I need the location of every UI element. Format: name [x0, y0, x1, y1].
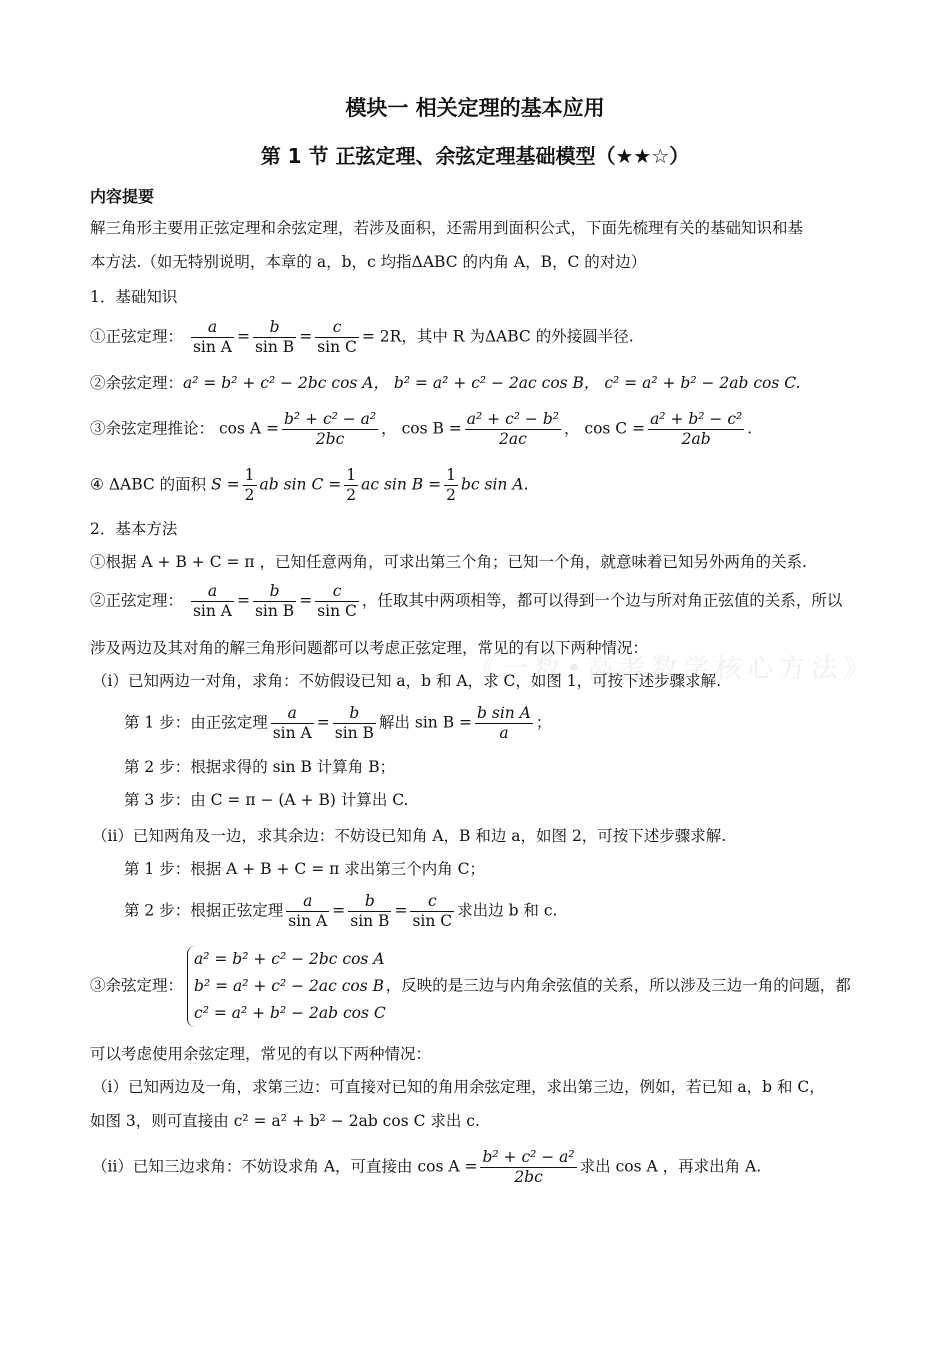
sine-law-suffix: = 2R，其中 R 为ΔABC 的外接圆半径. — [361, 327, 634, 346]
fraction-a-over-sinA: $\frac{a}{\text{sin A}}$ — [192, 318, 232, 356]
method-2-label: ②正弦定理： — [90, 591, 184, 610]
case-2-step-2: 第 2 步：根据正弦定理 $\frac{a}{\text{sin A}}$ = $\frac{b}{\text{sin B}}$ = $\frac{c}{\text{sin C}}$ 求出边 b 和 c. — [124, 892, 558, 930]
area-S: S = — [211, 475, 240, 494]
case-3-line-2: 如图 3，则可直接由 c² = a² + b² − 2ab cos C 求出 c. — [90, 1112, 480, 1130]
cosine-corollary-label: ③余弦定理推论： — [90, 419, 215, 438]
sine-law-label: ①正弦定理： — [90, 327, 184, 346]
content-summary-heading: 内容提要 — [90, 187, 155, 206]
case-2-step-2-suffix: 求出边 b 和 c. — [457, 901, 558, 920]
case-1-step-2: 第 2 步：根据求得的 sin B 计算角 B； — [124, 758, 396, 776]
basic-knowledge-heading: 1．基础知识 — [90, 288, 178, 306]
fraction-b-over-sinB-2: $\frac{b}{\text{sin B}}$ — [254, 582, 295, 620]
case-4-label: （ii）已知三边求角：不妨设求角 A，可直接由 cos A = — [92, 1157, 478, 1176]
fraction-cosA-2: $\frac{\text{b² + c² − a²}}{2bc}$ — [482, 1148, 575, 1186]
area-formula-line — [90, 466, 528, 505]
fraction-cosA: $\frac{\text{b² + c² − a²}}{2bc}$ — [283, 410, 377, 448]
cosine-law-line — [90, 372, 800, 394]
area-term-1: ab sin C = — [259, 475, 342, 494]
fraction-half-1: $\frac{1}{2}$ — [244, 466, 255, 504]
fraction-c-over-sinC: $\frac{c}{\text{sin C}}$ — [317, 318, 357, 356]
fraction-bsinA-over-a: $\frac{\text{b sin A}}{a}$ — [477, 704, 531, 742]
case-4-line — [92, 1148, 761, 1187]
method-3-label: ③余弦定理： — [90, 976, 184, 995]
fraction-cosC: $\frac{\text{a² + b² − c²}}{2ab}$ — [650, 410, 743, 448]
area-term-2: ac sin B = — [361, 475, 442, 494]
cosA-lhs: cos A = — [218, 419, 279, 438]
method-2-suffix: ，任取其中两项相等，都可以得到一个边与所对角正弦值的关系，所以 — [361, 591, 843, 610]
method-2-line: ②正弦定理： $\frac{a}{\text{sin A}}$ = $\frac{b}{\text{sin B}}$ = $\frac{c}{\text{sin C}}$ ，任取其中两项相等，都可以得到一个边与所对角正弦值的关系，所以 — [90, 582, 843, 620]
case-2-step-1: 第 1 步：根据 A + B + C = π 求出第三个内角 C； — [124, 860, 486, 878]
method-3-suffix: ，反映的是三边与内角余弦值的关系，所以涉及三边一角的问题，都 — [385, 976, 851, 995]
fraction-c-over-sinC-4: $\frac{c}{\text{sin C}}$ — [412, 892, 453, 930]
section-subtitle: 第 1 节 正弦定理、余弦定理基础模型（★★☆） — [260, 144, 690, 168]
case-2-title: （ii）已知两角及一边，求其余边：不妨设已知角 A，B 和边 a，如图 2，可按下述步骤求解. — [92, 827, 727, 845]
watermark: 《一数•高考数学核心方法》 — [470, 654, 876, 684]
case-1-step-1: 第 1 步：由正弦定理 $\frac{a}{\text{sin A}}$ = $\frac{b}{\text{sin B}}$ 解出 sin B = $\frac{\text{b sin A}}{a}$ ； — [124, 704, 552, 742]
cosB-lhs: cos B = — [401, 419, 462, 438]
case-4-suffix: 求出 cos A ，再求出角 A. — [579, 1157, 762, 1176]
intro-line-2: 本方法.（如无特别说明，本章的 a，b，c 均指ΔABC 的内角 A，B，C 的对边） — [90, 253, 647, 271]
fraction-half-2: $\frac{1}{2}$ — [346, 466, 357, 504]
basic-methods-heading: 2．基本方法 — [90, 520, 178, 538]
case-1-step-1-label: 第 1 步：由正弦定理 — [124, 713, 268, 732]
sine-law-line: ①正弦定理： $\frac{a}{\text{sin A}}$ = $\frac{b}{\text{sin B}}$ = $\frac{c}{\text{sin C}}$ = 2R，其中 R 为ΔABC 的外接圆半径. — [90, 318, 634, 356]
fraction-b-over-sinB: $\frac{b}{\text{sin B}}$ — [254, 318, 295, 356]
case-1-title: （i）已知两边一对角，求角：不妨假设已知 a，b 和 A，求 C，如图 1，可按下述步骤求解. — [92, 672, 722, 690]
fraction-a-over-sinA-4: $\frac{a}{\text{sin A}}$ — [288, 892, 328, 930]
method-3-line-2: 可以考虑使用余弦定理，常见的有以下两种情况： — [90, 1045, 432, 1063]
cosine-law-formulas: a² = b² + c² − 2bc cos A， b² = a² + c² − 2ac cos B， c² = a² + b² − 2ab cos C. — [183, 374, 801, 392]
fraction-b-over-sinB-4: $\frac{b}{\text{sin B}}$ — [350, 892, 390, 930]
fraction-half-3: $\frac{1}{2}$ — [446, 466, 456, 504]
area-term-3: bc sin A. — [460, 475, 529, 494]
method-1-line: ①根据 A + B + C = π ，已知任意两角，可求出第三个角；已知一个角，就意味着已知另外两角的关系. — [90, 553, 807, 571]
case-3-title: （i）已知两边及一角，求第三边：可直接对已知的角用余弦定理，求出第三边，例如，若已知 a，b 和 C， — [92, 1078, 825, 1096]
page-title: 模块一 相关定理的基本应用 — [345, 96, 605, 120]
case-2-step-2-label: 第 2 步：根据正弦定理 — [124, 901, 284, 920]
fraction-cosB: $\frac{\text{a² + c² − b²}}{2ac}$ — [466, 410, 559, 448]
cosC-lhs: cos C = — [584, 419, 646, 438]
case-1-step-3: 第 3 步：由 C = π − (A + B) 计算出 C. — [124, 791, 409, 809]
case-1-step-1-mid: 解出 sin B = — [378, 713, 473, 732]
cosine-law-label: ②余弦定理： — [90, 374, 184, 392]
fraction-a-over-sinA-2: $\frac{a}{\text{sin A}}$ — [192, 582, 232, 620]
cosine-corollary-line: ③余弦定理推论： cos A = $\frac{\text{b² + c² − a²}}{2bc}$ ， cos B = $\frac{\text{a² + c² − b²}}{2ac}$ ， cos C = $\frac{\text{a² + b² − c²}}{2ab}$ . — [90, 410, 753, 448]
fraction-c-over-sinC-2: $\frac{c}{\text{sin C}}$ — [317, 582, 357, 620]
cosine-law-system: a² = b² + c² − 2bc cos A b² = a² + c² − 2ac cos B c² = a² + b² − 2ab cos C — [187, 946, 386, 1027]
method-2-line-2: 涉及两边及其对角的解三角形问题都可以考虑正弦定理，常见的有以下两种情况： — [90, 639, 649, 657]
method-3-line — [90, 946, 851, 1027]
area-label: ④ ΔABC 的面积 — [90, 475, 207, 494]
intro-line-1: 解三角形主要用正弦定理和余弦定理，若涉及面积，还需用到面积公式，下面先梳理有关的基础知识和基 — [90, 219, 804, 237]
fraction-a-over-sinA-3: $\frac{a}{\text{sin A}}$ — [272, 704, 312, 742]
fraction-b-over-sinB-3: $\frac{b}{\text{sin B}}$ — [334, 704, 374, 742]
